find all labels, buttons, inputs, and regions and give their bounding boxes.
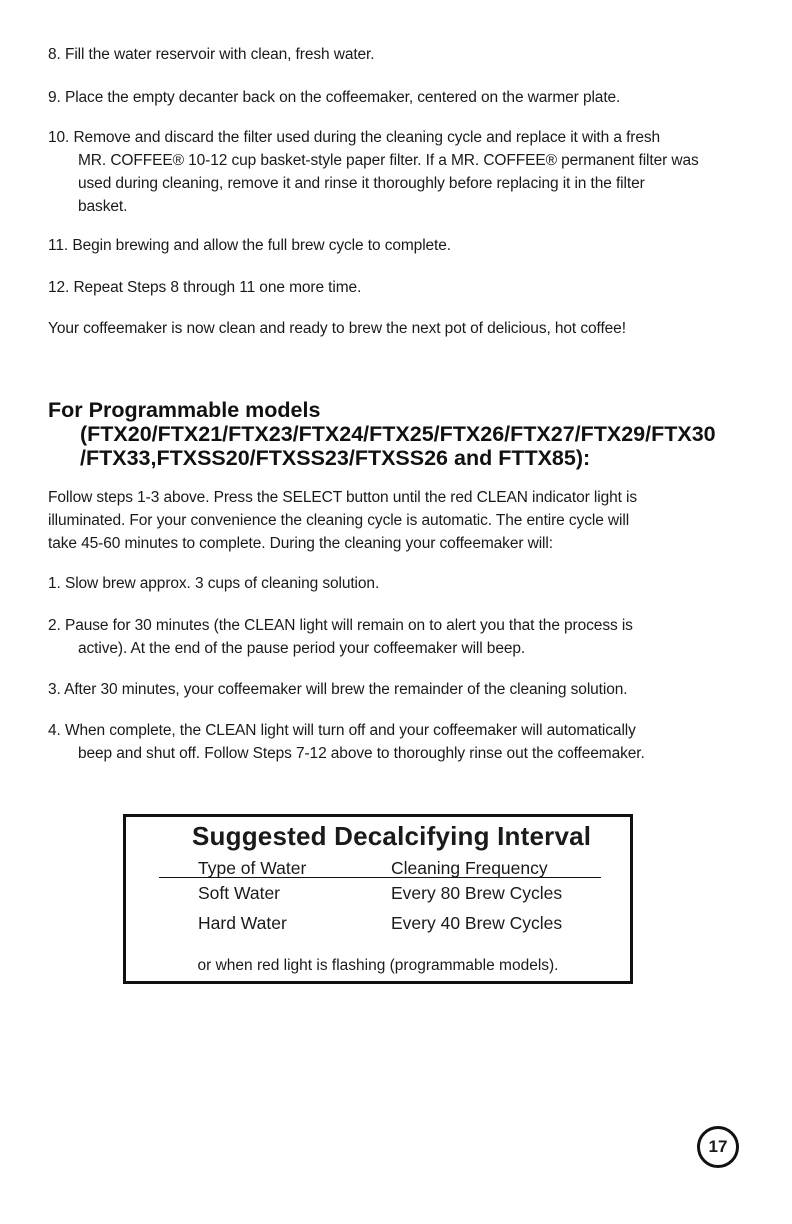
step-text: Begin brewing and allow the full brew cycle to complete.: [72, 237, 451, 254]
step-number: 11.: [48, 237, 69, 254]
step-number: 4.: [48, 722, 61, 739]
intro-line: take 45-60 minutes to complete. During the cleaning your coffeemaker will:: [48, 535, 553, 552]
step-number: 1.: [48, 575, 61, 592]
step-text-line: MR. COFFEE® 10-12 cup basket-style paper filter. If a MR. COFFEE® permanent filter was: [78, 152, 699, 169]
step-text-line: used during cleaning, remove it and rinse it thoroughly before replacing it in the filter: [78, 175, 645, 192]
heading-title: For Programmable models: [48, 398, 321, 422]
row-hard-water-frequency: Every 40 Brew Cycles: [391, 913, 563, 933]
step-number: 3.: [48, 681, 61, 698]
row-hard-water-type: Hard Water: [198, 913, 287, 933]
row-soft-water-type: Soft Water: [198, 883, 281, 903]
closing-paragraph: Your coffeemaker is now clean and ready to brew the next pot of delicious, hot coffee!: [48, 320, 626, 337]
prog-step-2: [48, 614, 738, 660]
step-text-line: basket.: [78, 198, 128, 215]
table-title: Suggested Decalcifying Interval: [192, 821, 592, 851]
step-number: 9.: [48, 89, 61, 106]
step-text: Place the empty decanter back on the coffeemaker, centered on the warmer plate.: [64, 89, 621, 106]
section-heading: [48, 398, 716, 470]
step-number: 8.: [48, 46, 61, 63]
step-text-line: beep and shut off. Follow Steps 7-12 above to thoroughly rinse out the coffeemaker.: [78, 745, 645, 762]
row-soft-water-frequency: Every 80 Brew Cycles: [391, 883, 563, 903]
page-number: 17: [697, 1126, 739, 1168]
decalcifying-interval-table: [123, 814, 633, 984]
step-number: 2.: [48, 617, 61, 634]
step-9: [48, 86, 738, 109]
step-number: 12.: [48, 279, 70, 296]
step-text: Slow brew approx. 3 cups of cleaning solution.: [64, 575, 380, 592]
step-text: After 30 minutes, your coffeemaker will brew the remainder of the cleaning solution.: [64, 681, 628, 698]
step-text-line: active). At the end of the pause period your coffeemaker will beep.: [78, 640, 526, 657]
step-text: Pause for 30 minutes (the CLEAN light will remain on to alert you that the process is: [64, 617, 633, 634]
table-note: or when red light is flashing (programmable models).: [197, 957, 559, 974]
step-10: [48, 126, 738, 218]
prog-step-4: [48, 719, 738, 765]
step-11: [48, 234, 738, 257]
step-text: When complete, the CLEAN light will turn off and your coffeemaker will automatically: [64, 722, 636, 739]
heading-models-cont: /FTX33,FTXSS20/FTXSS23/FTXSS26 and FTTX85):: [80, 446, 591, 470]
heading-models: (FTX20/FTX21/FTX23/FTX24/FTX25/FTX26/FTX27/FTX29/FTX30: [80, 422, 716, 446]
header-type-of-water: Type of Water: [198, 858, 307, 878]
header-divider: [159, 877, 601, 878]
intro-line: illuminated. For your convenience the cleaning cycle is automatic. The entire cycle will: [48, 512, 630, 529]
step-12: [48, 276, 738, 299]
header-cleaning-frequency: Cleaning Frequency: [391, 858, 548, 878]
step-text: Remove and discard the filter used during the cleaning cycle and replace it with a fresh: [73, 129, 661, 146]
intro-line: Follow steps 1-3 above. Press the SELECT button until the red CLEAN indicator light is: [48, 489, 638, 506]
prog-step-1: [48, 572, 738, 595]
step-text: Repeat Steps 8 through 11 one more time.: [73, 279, 362, 296]
step-number: 10.: [48, 129, 70, 146]
step-8: [48, 43, 738, 66]
prog-step-3: [48, 678, 738, 701]
section-intro: [48, 486, 738, 555]
step-text: Fill the water reservoir with clean, fresh water.: [64, 46, 375, 63]
